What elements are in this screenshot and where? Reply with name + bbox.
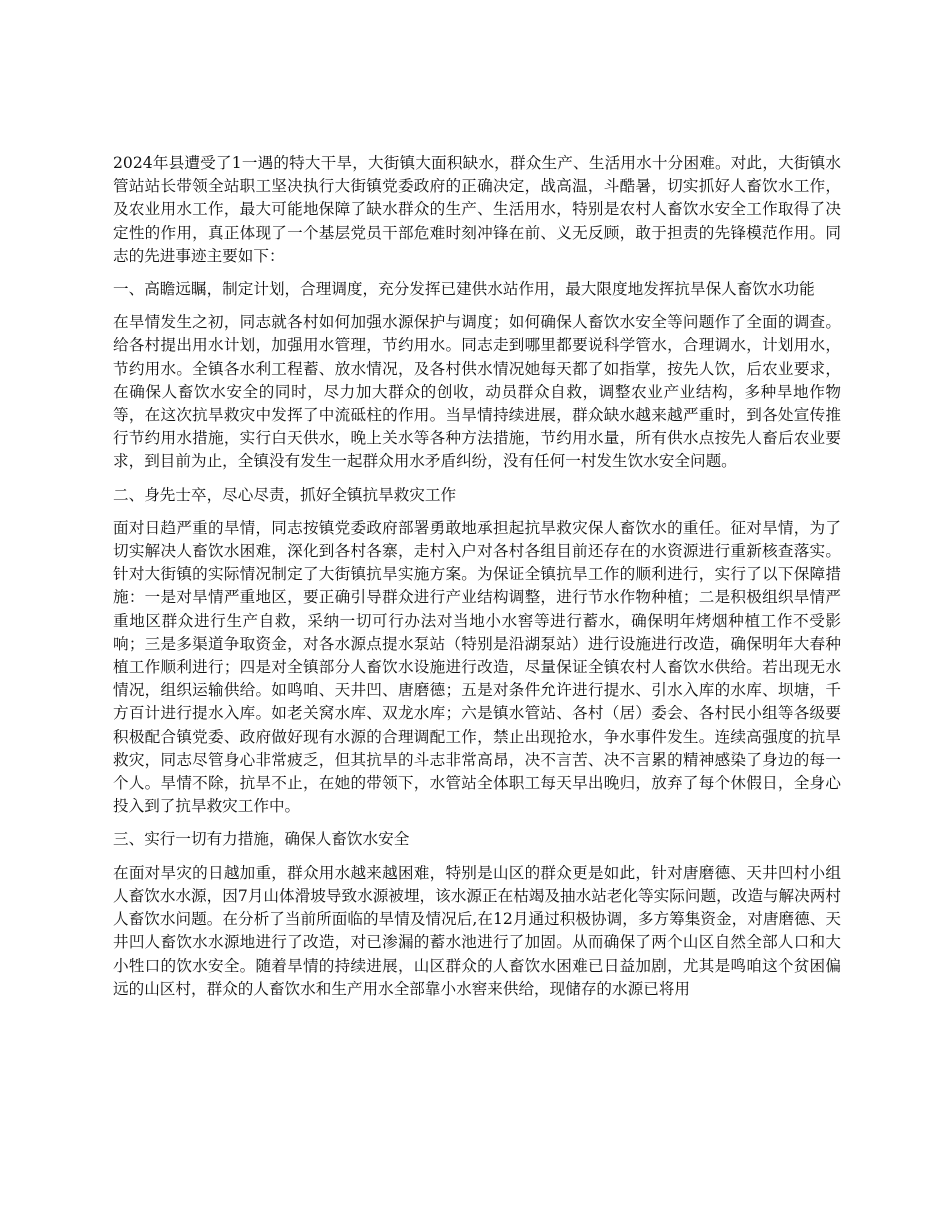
section-2-heading: 二、身先士卒，尽心尽责，抓好全镇抗旱救灾工作	[113, 485, 457, 504]
section-2-paragraph: 面对日趋严重的旱情，同志按镇党委政府部署勇敢地承担起抗旱救灾保人畜饮水的重任。征对旱情，为了切实解决人畜饮水困难，深化到各村各寨，走村入户对各村各组目前还存在的水资源进行重新核查落实。针对大街镇的实际情况制定了大街镇抗旱实施方案。为保证全镇抗旱工作的顺利进行，实行了以下保障措施：一是对旱情严重地区，要正确引导群众进行产业结构调整，进行节水作物种植；二是积极组织旱情严重地区群众进行生产自救，采纳一切可行办法对当地小水窖等进行蓄水，确保明年烤烟种植工作不受影响；三是多渠道争取资金，对各水源点提水泵站（特别是沿湖泵站）进行设施进行改造，确保明年大春种植工作顺利进行；四是对全镇部分人畜饮水设施进行改造，尽量保证全镇农村人畜饮水供给。若出现无水情况，组织运输供给。如鸣咱、天井凹、唐磨德；五是对条件允许进行提水、引水入库的水库、坝塘，千方百计进行提水入库。如老关窝水库、双龙水库；六是镇水管站、各村（居）委会、各村民小组等各级要积极配合镇党委、政府做好现有水源的合理调配工作，禁止出现抢水，争水事件发生。连续高强度的抗旱救灾，同志尽管身心非常疲乏，但其抗旱的斗志非常高昂，决不言苦、决不言累的精神感染了身边的每一个人。旱情不除，抗旱不止，在她的带领下，水管站全体职工每天早出晚归，放弃了每个休假日，全身心投入到了抗旱救灾工作中。	[113, 518, 841, 816]
document-body	[113, 152, 841, 1011]
section-1-heading: 一、高瞻远瞩，制定计划，合理调度，充分发挥已建供水站作用，最大限度地发挥抗旱保人畜饮水功能	[113, 280, 815, 299]
intro-paragraph: 2024年县遭受了1一遇的特大干旱，大街镇大面积缺水，群众生产、生活用水十分困难。对此，大街镇水管站站长带领全站职工坚决执行大街镇党委政府的正确决定，战高温，斗酷暑，切实抓好人畜饮水工作，及农业用水工作，最大可能地保障了缺水群众的生产、生活用水，特别是农村人畜饮水安全工作取得了决定性的作用，真正体现了一个基层党员干部危难时刻冲锋在前、义无反顾，敢于担责的先锋模范作用。同志的先进事迹主要如下：	[113, 154, 841, 265]
section-3-paragraph: 在面对旱灾的日越加重，群众用水越来越困难，特别是山区的群众更是如此，针对唐磨德、天井凹村小组人畜饮水水源，因7月山体滑坡导致水源被埋，该水源正在枯竭及抽水站老化等实际问题，改造与解决两村人畜饮水问题。在分析了当前所面临的旱情及情况后,在12月通过积极协调，多方筹集资金，对唐磨德、天井凹人畜饮水水源地进行了改造，对已渗漏的蓄水池进行了加固。从而确保了两个山区自然全部人口和大小牲口的饮水安全。随着旱情的持续进展，山区群众的人畜饮水困难已日益加剧，尤其是鸣咱这个贫困偏远的山区村，群众的人畜饮水和生产用水全部靠小水窖来供给，现储存的水源已将用	[113, 863, 841, 998]
section-1-paragraph: 在旱情发生之初，同志就各村如何加强水源保护与调度；如何确保人畜饮水安全等问题作了全面的调查。给各村提出用水计划，加强用水管理，节约用水。同志走到哪里都要说科学管水，合理调水，计划用水，节约用水。全镇各水利工程蓄、放水情况，及各村供水情况她每天都了如指掌，按先人饮，后农业要求，在确保人畜饮水安全的同时，尽力加大群众的创收，动员群众自救，调整农业产业结构，多种旱地作物等，在这次抗旱救灾中发挥了中流砥柱的作用。当旱情持续进展，群众缺水越来越严重时，到各处宣传推行节约用水措施，实行白天供水，晚上关水等各种方法措施，节约用水量，所有供水点按先人畜后农业要求，到目前为止，全镇没有发生一起群众用水矛盾纠纷，没有任何一村发生饮水安全问题。	[113, 313, 841, 471]
section-3-heading: 三、实行一切有力措施，确保人畜饮水安全	[113, 830, 410, 849]
